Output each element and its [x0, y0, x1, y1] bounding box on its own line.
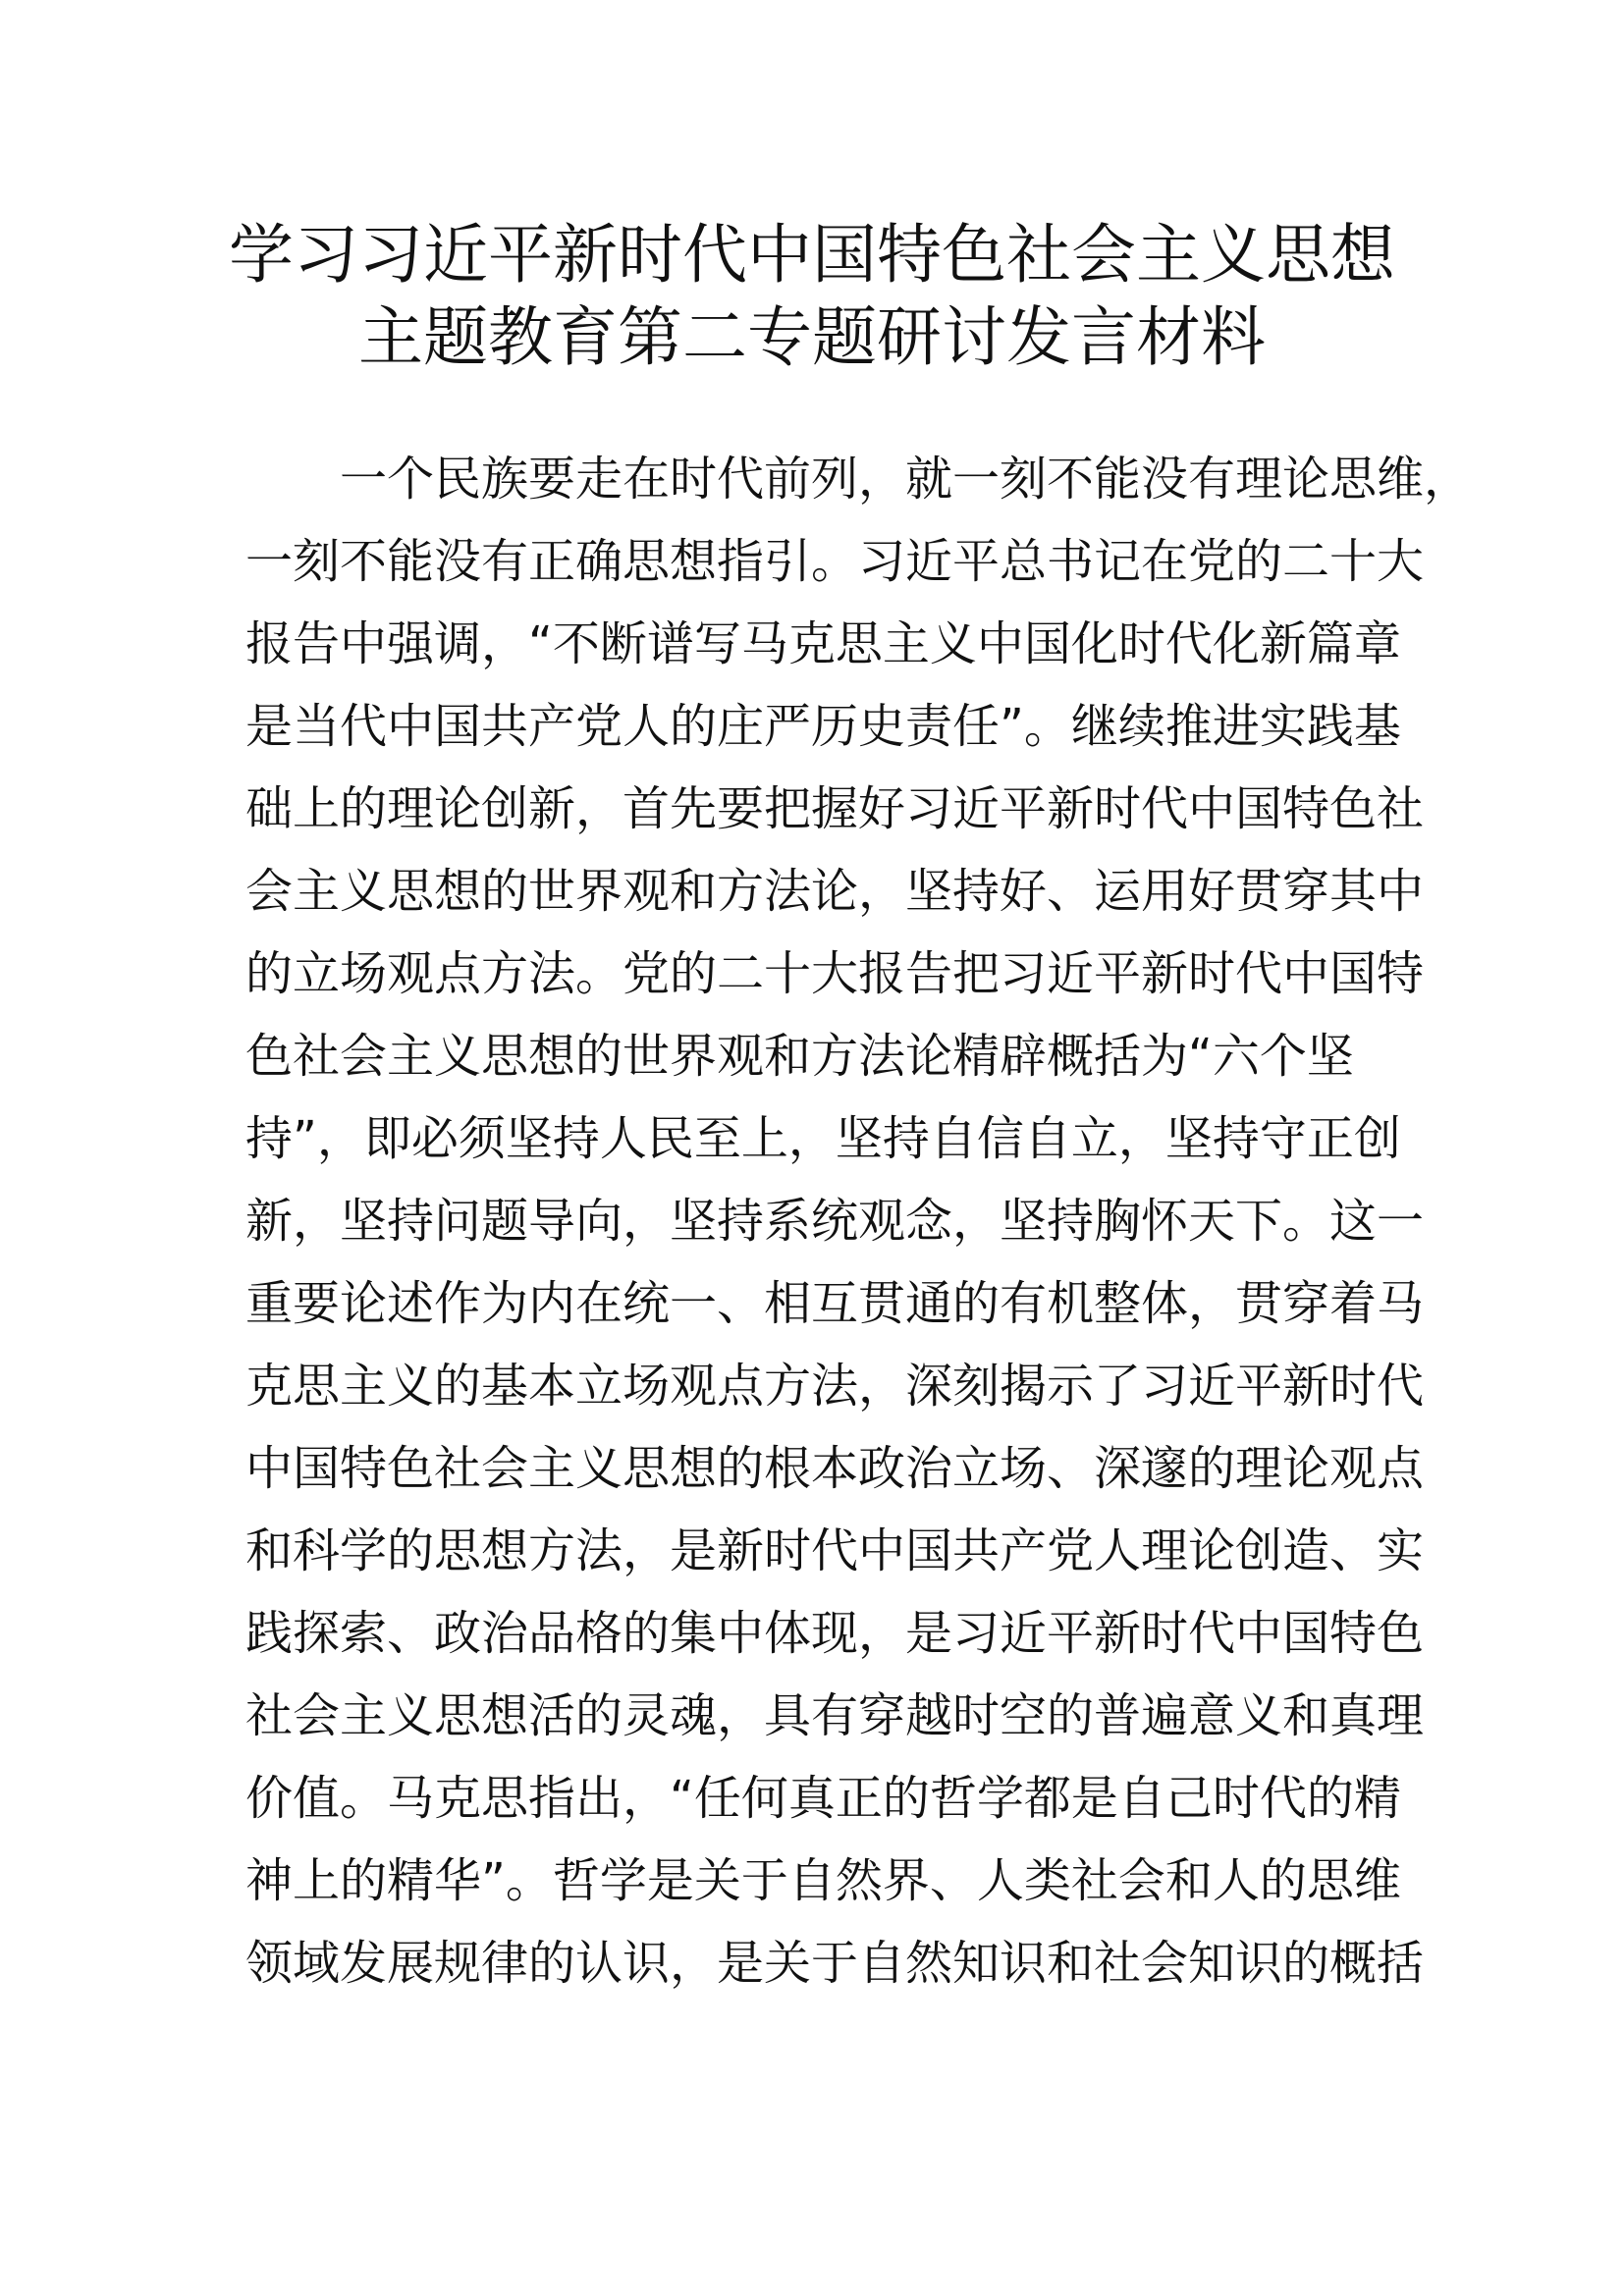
paragraph-line: 神上的精华”。哲学是关于自然界、人类社会和人的思维 — [245, 1853, 1401, 1908]
paragraph-line: 社会主义思想活的灵魂，具有穿越时空的普遍意义和真理 — [245, 1688, 1425, 1743]
paragraph-line: 报告中强调，“不断谱写马克思主义中国化时代化新篇章 — [245, 616, 1401, 671]
paragraph-line: 一个民族要走在时代前列，就一刻不能没有理论思维， — [245, 452, 1472, 507]
title-line-1: 学习习近平新时代中国特色社会主义思想 — [229, 217, 1395, 293]
paragraph-line: 的立场观点方法。党的二十大报告把习近平新时代中国特 — [245, 946, 1425, 1001]
paragraph-line: 础上的理论创新，首先要把握好习近平新时代中国特色社 — [245, 781, 1425, 836]
paragraph-line: 新，坚持问题导向，坚持系统观念，坚持胸怀天下。这一 — [245, 1194, 1425, 1249]
document-title — [0, 214, 1624, 379]
title-line-2: 主题教育第二专题研讨发言材料 — [358, 299, 1266, 375]
paragraph-line: 领域发展规律的认识，是关于自然知识和社会知识的概括 — [245, 1936, 1425, 1991]
paragraph-line: 是当代中国共产党人的庄严历史责任”。继续推进实践基 — [245, 699, 1401, 754]
paragraph-line: 色社会主义思想的世界观和方法论精辟概括为“六个坚 — [245, 1029, 1354, 1084]
paragraph-line: 持”，即必须坚持人民至上，坚持自信自立，坚持守正创 — [245, 1111, 1401, 1166]
paragraph-line: 会主义思想的世界观和方法论，坚持好、运用好贯穿其中 — [245, 864, 1425, 919]
paragraph-line: 克思主义的基本立场观点方法，深刻揭示了习近平新时代 — [245, 1359, 1425, 1414]
body-paragraph — [245, 438, 1472, 2004]
paragraph-line: 价值。马克思指出，“任何真正的哲学都是自己时代的精 — [245, 1771, 1401, 1826]
paragraph-line: 一刻不能没有正确思想指引。习近平总书记在党的二十大 — [245, 534, 1425, 589]
paragraph-line: 践探索、政治品格的集中体现，是习近平新时代中国特色 — [245, 1606, 1425, 1661]
paragraph-line: 中国特色社会主义思想的根本政治立场、深邃的理论观点 — [245, 1441, 1425, 1496]
paragraph-line: 重要论述作为内在统一、相互贯通的有机整体，贯穿着马 — [245, 1276, 1425, 1331]
paragraph-line: 和科学的思想方法，是新时代中国共产党人理论创造、实 — [245, 1523, 1425, 1578]
